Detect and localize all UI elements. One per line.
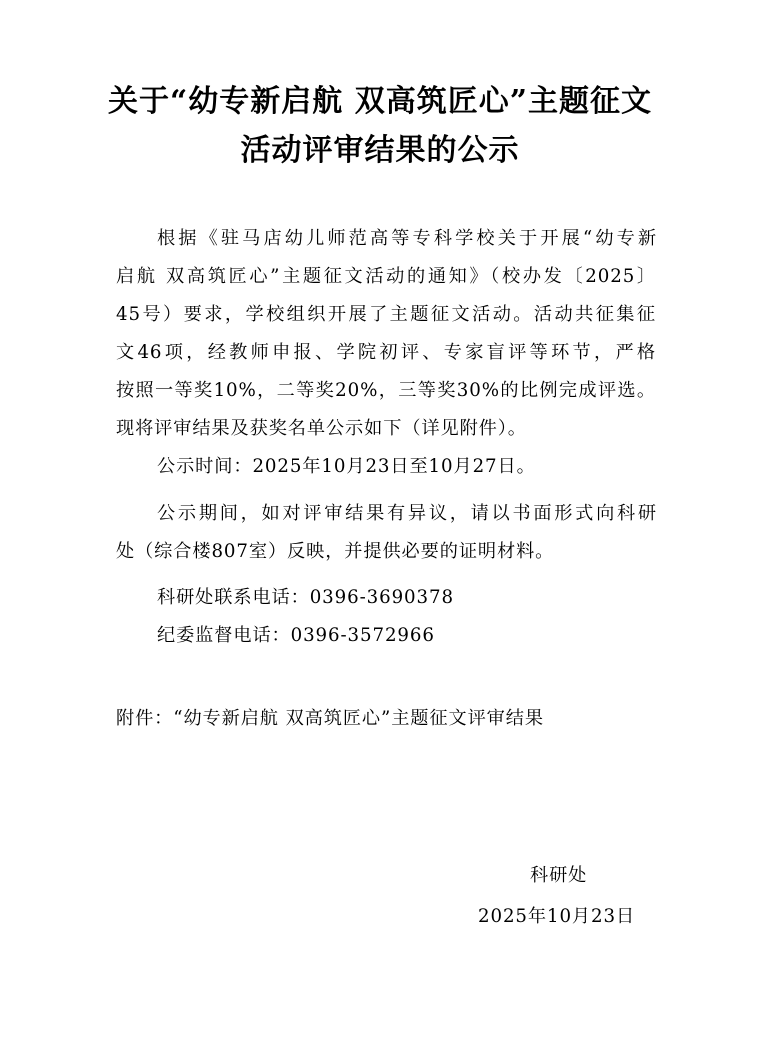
- document-title-line-1: 关于“幼专新启航 双高筑匠心”主题征文: [108, 84, 652, 119]
- paragraph-1-line-5: 按照一等奖10%，二等奖20%，三等奖30%的比例完成评选。: [116, 380, 656, 401]
- publicity-time: 公示时间：2025年10月23日至10月27日。: [157, 456, 536, 477]
- objection-line-1: 公示期间，如对评审结果有异议，请以书面形式向科研: [157, 503, 657, 524]
- paragraph-1-line-6: 现将评审结果及获奖名单公示如下（详见附件）。: [116, 418, 527, 439]
- attachment-note: 附件：“幼专新启航 双高筑匠心”主题征文评审结果: [116, 708, 544, 729]
- paragraph-1-line-3: 45号）要求，学校组织开展了主题征文活动。活动共征集征: [116, 304, 656, 325]
- signature-date: 2025年10月23日: [478, 906, 636, 927]
- paragraph-1-line-4: 文46项，经教师申报、学院初评、专家盲评等环节，严格: [116, 342, 656, 363]
- paragraph-1-line-2: 启航 双高筑匠心”主题征文活动的通知》（校办发〔2025〕: [116, 266, 656, 287]
- signature-department: 科研处: [530, 865, 588, 886]
- objection-line-2: 处（综合楼807室）反映，并提供必要的证明材料。: [116, 541, 555, 562]
- paragraph-1-line-1: 根据《驻马店幼儿师范高等专科学校关于开展“幼专新: [157, 228, 657, 249]
- discipline-supervision-phone: 纪委监督电话：0396-3572966: [157, 625, 435, 646]
- research-office-phone: 科研处联系电话：0396-3690378: [157, 587, 454, 608]
- document-title-line-2: 活动评审结果的公示: [240, 133, 520, 168]
